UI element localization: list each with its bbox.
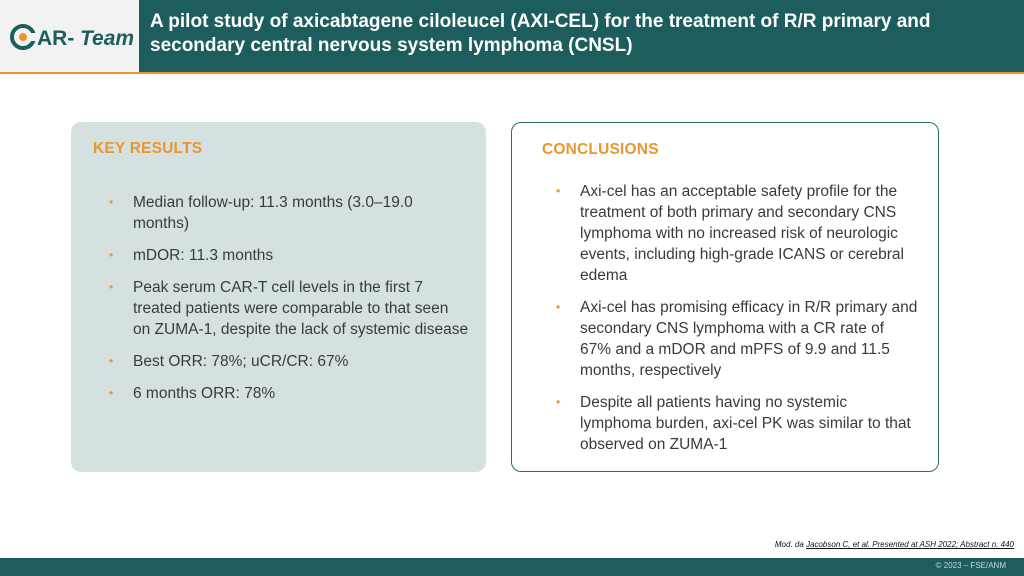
- conclusions-list: [556, 181, 918, 466]
- list-item: [109, 351, 469, 372]
- key-results-panel: [71, 122, 486, 472]
- bullet-dot-icon: •: [109, 248, 114, 262]
- conclusions-heading: CONCLUSIONS: [542, 141, 659, 158]
- bullet-dot-icon: •: [556, 395, 561, 409]
- header-bar: [0, 0, 1024, 72]
- bullet-dot-icon: •: [109, 195, 114, 209]
- list-item: [109, 192, 469, 234]
- list-item: [109, 383, 469, 404]
- bullet-dot-icon: •: [109, 386, 114, 400]
- logo-area: [0, 0, 139, 72]
- reference-citation: [775, 540, 1014, 549]
- header-divider: [0, 72, 1024, 74]
- key-results-list: [109, 192, 469, 415]
- list-item-text: Axi-cel has an acceptable safety profile for the treatment of both primary and secondary CNS lymphoma with no increased risk of neurologic events, including high-grade ICANS or cerebral edema: [580, 183, 904, 284]
- list-item-text: Peak serum CAR-T cell levels in the first 7 treated patients were comparable to that seen on ZUMA-1, despite the lack of systemic disease: [133, 279, 469, 338]
- car-team-logo-graphic: [10, 22, 134, 52]
- copyright-text: © 2023 – FSE/ANM: [935, 561, 1006, 570]
- list-item-text: Best ORR: 78%; uCR/CR: 67%: [133, 353, 349, 370]
- key-results-heading: KEY RESULTS: [93, 140, 203, 157]
- list-item-text: 6 months ORR: 78%: [133, 385, 276, 402]
- list-item-text: Median follow-up: 11.3 months (3.0–19.0 months): [133, 194, 413, 232]
- car-team-logo: [10, 22, 134, 52]
- bullet-dot-icon: •: [556, 184, 561, 198]
- page-title: A pilot study of axicabtagene ciloleucel (AXI-CEL) for the treatment of R/R primary and secondary central nervous system lymphoma (CNSL): [150, 11, 931, 56]
- footer-bar: [0, 558, 1024, 576]
- list-item: [556, 297, 918, 381]
- list-item-text: mDOR: 11.3 months: [133, 247, 274, 264]
- bullet-dot-icon: •: [556, 300, 561, 314]
- conclusions-panel: [511, 122, 939, 472]
- reference-link[interactable]: Jacobson C, et al. Presented at ASH 2022; Abstract n. 440: [806, 540, 1014, 549]
- list-item-text: Despite all patients having no systemic lymphoma burden, axi-cel PK was similar to that observed on ZUMA-1: [580, 394, 911, 453]
- reference-prefix: Mod. da: [774, 540, 807, 549]
- bullet-dot-icon: •: [109, 354, 114, 368]
- svg-text:AR-: AR-: [37, 27, 75, 50]
- list-item: [556, 181, 918, 286]
- list-item: [556, 392, 918, 455]
- svg-text:Team: Team: [80, 27, 134, 50]
- bullet-dot-icon: •: [109, 280, 114, 294]
- list-item-text: Axi-cel has promising efficacy in R/R primary and secondary CNS lymphoma with a CR rate of 67% and a mDOR and mPFS of 9.9 and 11.5 months, respectively: [580, 299, 918, 379]
- list-item: [109, 245, 469, 266]
- list-item: [109, 277, 469, 340]
